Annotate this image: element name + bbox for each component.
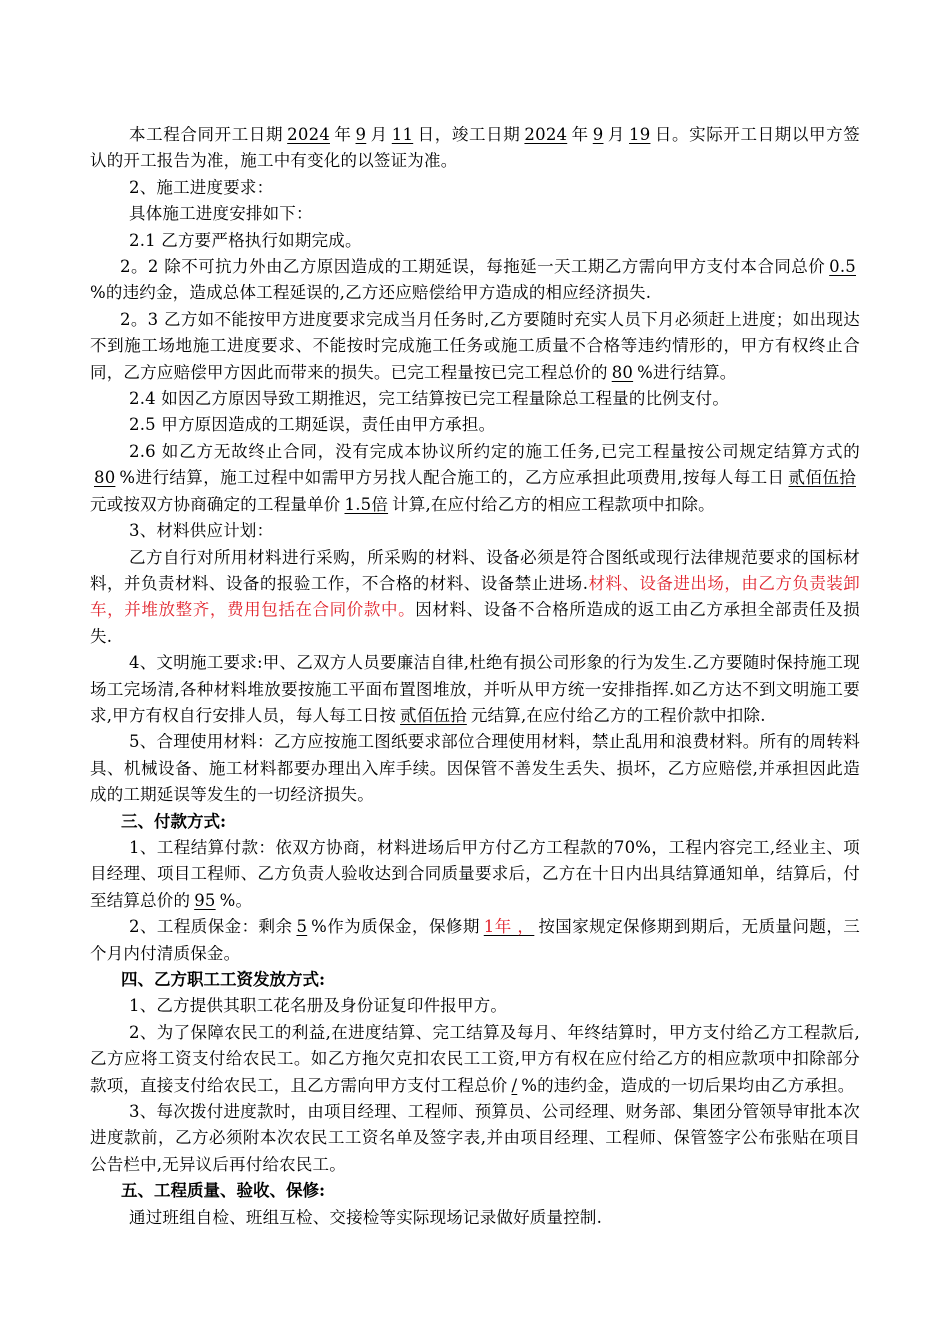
text: 乙方自行对所用材料进行采购，所采购的材料、设备必须是符合图纸或现行法律规范要求的国标材料，并负责材料、设备的报验工作，不合格的材料、设备禁止进场. (90, 547, 860, 593)
text: 月 (607, 125, 626, 144)
text: 元或按双方协商确定的工程量单价 (90, 494, 341, 514)
text: 计算,在应付给乙方的相应工程款项中扣除。 (392, 494, 715, 514)
daily-wage-field: 贰佰伍拾 (788, 468, 856, 488)
text: 元结算,在应付给乙方的工程价款中扣除. (470, 705, 766, 725)
clause-2-6 (90, 439, 860, 518)
paragraph-settlement-payment (90, 835, 860, 914)
paragraph-schedule-dates (90, 122, 860, 175)
heading-quality: 五、工程质量、验收、保修: (121, 1181, 326, 1201)
settlement-percent-field: 80 (94, 468, 116, 488)
text: 2。3 乙方如不能按甲方进度要求完成当月任务时,乙方要随时充实人员下月必须赶上进度；如出现达不到施工场地施工进度要求、不能按时完成施工任务或施工质量不合格等违约情形的，甲方有权终止合同，乙方应赔偿甲方因此而带来的损失。已完工程量按已完工程总价的 (90, 309, 860, 382)
text: 2。2 除不可抗力外由乙方原因造成的工期延误，每拖延一天工期乙方需向甲方支付本合同总价 (120, 257, 826, 277)
paragraph-wages-2 (90, 1020, 860, 1099)
text: %作为质保金，保修期 (311, 917, 480, 937)
start-day-field: 11 (391, 125, 414, 144)
daily-wage-field: 贰佰伍拾 (400, 705, 467, 725)
paragraph-civilized-construction (90, 650, 860, 729)
clause-2-4: 2.4 如因乙方原因导致工期推迟，完工结算按已完工程量除总工程量的比例支付。 (129, 389, 730, 409)
text: 因材料、设备不合格所造成的返工由乙方承担全部责任及损失. (90, 600, 860, 646)
text: 年 (333, 125, 352, 144)
clause-2-3 (90, 307, 860, 386)
text: 2.6 如乙方无故终止合同，没有完成本协议所约定的施工任务,已完工程量按公司规定结算方式的 (129, 441, 860, 461)
text: 本工程合同开工日期 (129, 125, 284, 144)
text: 按国家规定保修期到期后，无质量问题，三个月内付清质保金。 (90, 917, 861, 963)
end-day-field: 19 (629, 125, 651, 144)
text: 4、文明施工要求:甲、乙双方人员要廉洁自律,杜绝有损公司形象的行为发生.乙方要随时保持施工现场工完场清,各种材料堆放要按施工平面布置图堆放，并听从甲方统一安排指挥.如乙方达不到文明施工要求,甲方有权自行安排人员，每人每工日按 (90, 653, 860, 725)
section-title-progress: 2、施工进度要求： (129, 177, 274, 197)
unit-price-multiplier-field: 1.5倍 (344, 494, 389, 514)
warranty-period-field: 1年 ， (483, 917, 535, 937)
paragraph-wages-3: 3、每次拨付进度款时，由项目经理、工程师、预算员、公司经理、财务部、集团分管领导审批本次进度款前，乙方必须附本次农民工工资名单及签字表,并由项目经理、工程师、保管签字公布张贴在项目公告栏中,无异议后再付给农民工。 (90, 1102, 860, 1174)
section-title-materials: 3、材料供应计划： (129, 521, 274, 541)
penalty-rate-field: 0.5 (829, 257, 856, 277)
paragraph-progress-intro: 具体施工进度安排如下： (129, 204, 313, 224)
end-month-field: 9 (592, 125, 604, 144)
text: %进行结算，施工过程中如需甲方另找人配合施工的，乙方应承担此项费用,按每人每工日 (119, 468, 785, 488)
start-year-field: 2024 (287, 125, 330, 144)
text: %。 (219, 890, 253, 910)
end-year-field: 2024 (524, 125, 568, 144)
clause-2-2 (90, 254, 860, 307)
payment-percent-field: 95 (194, 890, 216, 910)
text: %进行结算。 (637, 362, 737, 382)
text: 2、为了保障农民工的利益,在进度结算、完工结算及每月、年终结算时，甲方支付给乙方工程款后,乙方应将工资支付给农民工。如乙方拖欠克扣农民工工资,甲方有权在应付给乙方的相应款项中扣除部分款项，直接支付给农民工，且乙方需向甲方支付工程总价 (90, 1022, 860, 1095)
contract-body (90, 122, 860, 1231)
clause-2-1: 2.1 乙方要严格执行如期完成。 (129, 230, 362, 250)
heading-payment: 三、付款方式: (121, 811, 227, 831)
paragraph-materials (90, 545, 860, 651)
text: 日。实际开工日期以甲方签认的开工报告为准，施工中有变化的以签证为准。 (90, 125, 861, 171)
text: 2、工程质保金：剩余 (129, 917, 293, 937)
highlighted-text: 材料、设备进出场，由乙方负责装卸车，并堆放整齐，费用包括在合同价款中。 (90, 573, 860, 620)
settlement-percent-field: 80 (611, 362, 634, 382)
paragraph-quality-deposit (90, 914, 860, 967)
text: %的违约金，造成总体工程延误的,乙方还应赔偿给甲方造成的相应经济损失. (90, 283, 652, 303)
deposit-percent-field: 5 (296, 917, 308, 937)
text: 年 (571, 125, 589, 144)
text: 日，竣工日期 (417, 125, 521, 144)
paragraph-quality-control: 通过班组自检、班组互检、交接检等实际现场记录做好质量控制. (129, 1207, 603, 1227)
start-month-field: 9 (355, 125, 367, 144)
clause-2-5: 2.5 甲方原因造成的工期延误，责任由甲方承担。 (129, 415, 496, 435)
text: %的违约金，造成的一切后果均由乙方承担。 (521, 1075, 855, 1095)
paragraph-material-usage: 5、合理使用材料：乙方应按施工图纸要求部位合理使用材料，禁止乱用和浪费材料。所有的周转料具、机械设备、施工材料都要办理出入库手续。因保管不善发生丢失、损坏，乙方应赔偿,并承担因此造成的工期延误等发生的一切经济损失。 (90, 732, 860, 805)
paragraph-wages-1: 1、乙方提供其职工花名册及身份证复印件报甲方。 (129, 996, 508, 1016)
heading-wages: 四、乙方职工工资发放方式: (121, 970, 326, 989)
text: 月 (370, 125, 388, 144)
penalty-rate-field: / (511, 1075, 518, 1095)
text: 1、工程结算付款：依双方协商，材料进场后甲方付乙方工程款的70%，工程内容完工,经业主、项目经理、项目工程师、乙方负责人验收达到合同质量要求后，乙方在十日内出具结算通知单，结算后，付至结算总价的 (90, 837, 860, 910)
